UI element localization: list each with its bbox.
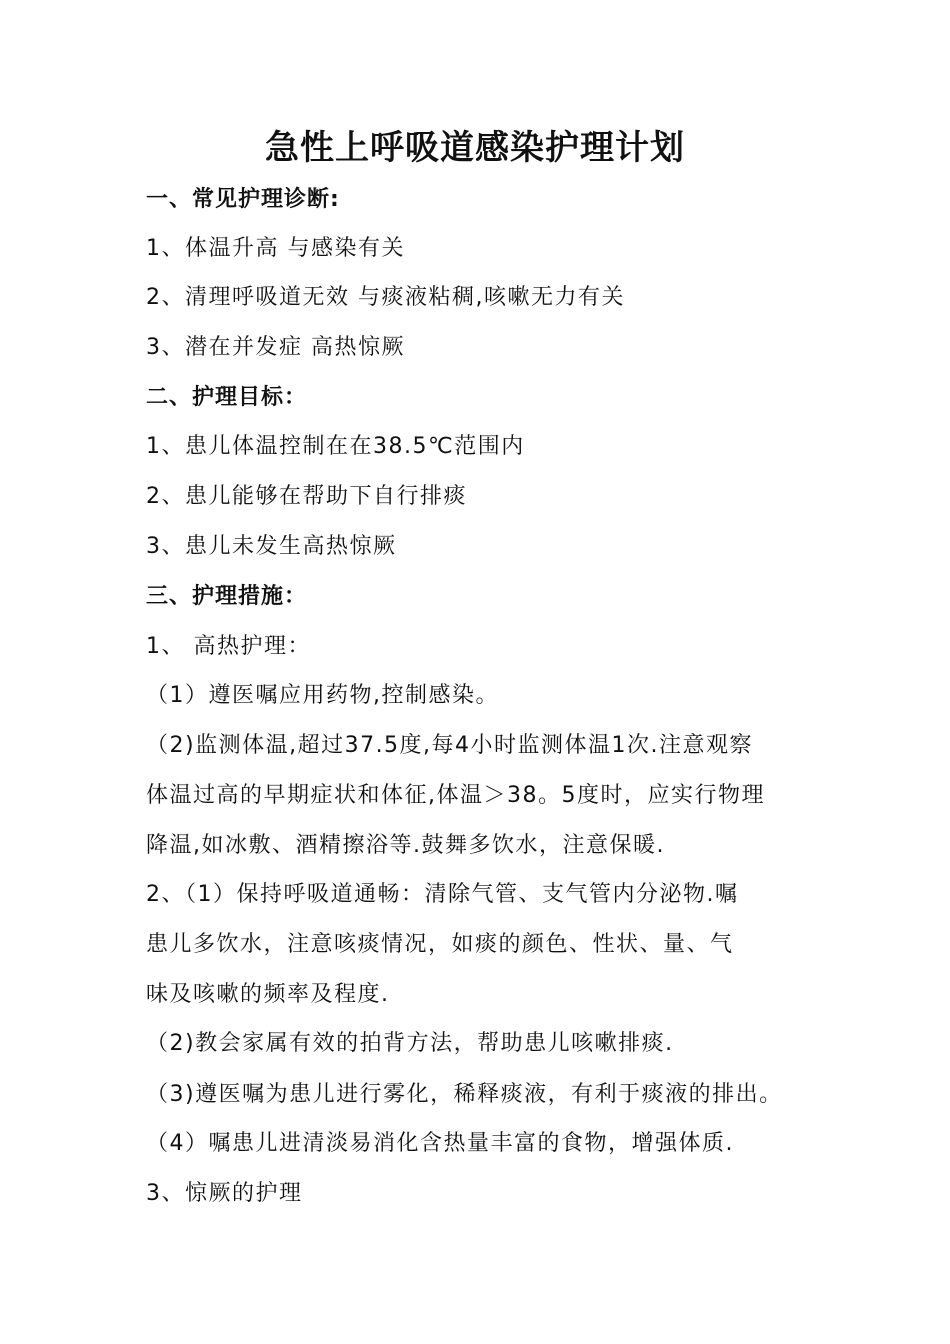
paragraph-line: （3)遵医嘱为患儿进行雾化，稀释痰液，有利于痰液的排出。 [146,1082,783,1107]
section-heading-diagnosis: 一、常见护理诊断: [146,187,340,212]
section-heading-measures: 三、护理措施： [146,584,308,609]
paragraph-line: （1）遵医嘱应用药物,控制感染。 [146,683,499,708]
paragraph-line: （4）嘱患儿进清淡易消化含热量丰富的食物，增强体质. [146,1131,734,1156]
paragraph-line: 1、 高热护理： [146,634,311,659]
paragraph-line: 体温过高的早期症状和体征,体温＞38。5度时，应实行物理 [146,783,765,808]
paragraph-line: 2、（1）保持呼吸道通畅：清除气管、支气管内分泌物.嘱 [146,882,739,907]
paragraph-line: 1、体温升高 与感染有关 [146,236,405,261]
paragraph-line: （2)监测体温,超过37.5度,每4小时监测体温1次.注意观察 [146,733,754,758]
paragraph-line: 1、患儿体温控制在在38.5℃范围内 [146,434,525,459]
paragraph-line: 2、患儿能够在帮助下自行排痰 [146,484,467,509]
section-heading-goals: 二、护理目标： [146,385,308,410]
paragraph-line: 2、清理呼吸道无效 与痰液粘稠,咳嗽无力有关 [146,285,625,310]
paragraph-line: 3、患儿未发生高热惊厥 [146,534,397,559]
document-title: 急性上呼吸道感染护理计划 [265,128,685,168]
paragraph-line: 3、惊厥的护理 [146,1181,303,1206]
paragraph-line: （2)教会家属有效的拍背方法，帮助患儿咳嗽排痰. [146,1031,674,1056]
paragraph-line: 患儿多饮水，注意咳痰情况，如痰的颜色、性状、量、气 [146,932,734,957]
paragraph-line: 降温,如冰敷、酒精擦浴等.鼓舞多饮水，注意保暖. [146,833,665,858]
paragraph-line: 味及咳嗽的频率及程度. [146,982,390,1007]
paragraph-line: 3、潜在并发症 高热惊厥 [146,335,405,360]
